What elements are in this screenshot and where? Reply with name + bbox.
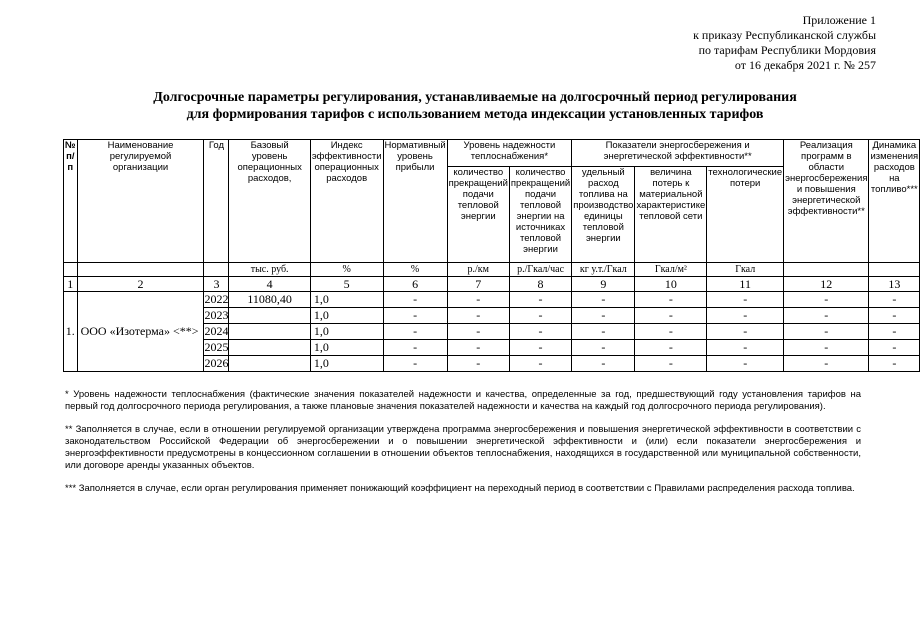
appendix-block [693,13,876,73]
org-name: ООО «Изотерма» <**> [77,292,204,372]
cell-loss-material: - [635,292,707,308]
header-reliability-group: Уровень надежности теплоснабжения* [447,140,572,167]
cell-year: 2025 [204,340,229,354]
column-number: 3 [204,277,229,292]
table-row [64,292,920,308]
cell-base [229,356,310,372]
cell-specific-fuel: - [572,340,635,356]
header-num: № п/п [64,140,78,263]
column-number: 4 [229,277,310,292]
cell-programs: - [784,340,869,356]
cell-outages: - [447,292,509,308]
unit-cell-empty [784,263,869,277]
cell-fuel-dynamics: - [869,356,920,372]
document-title [60,89,890,123]
cell-profit: - [383,308,447,324]
cell-loss-material: - [635,308,707,324]
cell-outages: - [447,324,509,340]
column-number: 12 [784,277,869,292]
cell-fuel-dynamics: - [869,340,920,356]
unit-profit: % [383,263,447,277]
cell-sources: - [509,356,571,372]
cell-sources: - [509,340,571,356]
unit-cell-empty [204,263,229,277]
cell-profit: - [383,340,447,356]
cell-base: 11080,40 [229,292,310,308]
column-number: 5 [310,277,383,292]
header-loss-material: величина потерь к материальной характеристике тепловой сети [635,167,707,263]
header-specific-fuel: удельный расход топлива на производство единицы тепловой энергии [572,167,635,263]
header-efficiency-index: Индекс эффективности операционных расходов [310,140,383,263]
column-number: 1 [64,277,78,292]
column-number: 13 [869,277,920,292]
cell-outages: - [447,308,509,324]
cell-year: 2024 [204,324,229,338]
cell-index: 1,0 [310,324,383,340]
cell-specific-fuel: - [572,356,635,372]
cell-tech-loss: - [707,308,784,324]
unit-sources: р./Гкал/час [509,263,571,277]
column-number: 7 [447,277,509,292]
appendix-line-1: Приложение 1 [802,13,876,27]
header-energy-group: Показатели энергосбережения и энергетической эффективности** [572,140,784,167]
footnote-reliability: * Уровень надежности теплоснабжения (фактические значения показателей надежности и качества, определенные за год, предшествующий году установления тарифов на первый год долгосрочного периода регулирования, а также плановые значения показателей надежности и качества на каждый год долгосрочного периода регулирования). [65,389,861,412]
header-tech-loss: технологические потери [707,167,784,263]
cell-fuel-dynamics: - [869,308,920,324]
unit-outages: р./км [447,263,509,277]
cell-specific-fuel: - [572,324,635,340]
cell-programs: - [784,324,869,340]
cell-base [229,308,310,324]
header-year: Год [204,140,229,263]
unit-index: % [310,263,383,277]
cell-programs: - [784,356,869,372]
cell-base [229,324,310,340]
cell-tech-loss: - [707,356,784,372]
cell-fuel-dynamics: - [869,292,920,308]
header-profit: Нормативный уровень прибыли [383,140,447,263]
header-fuel-dynamics: Динамика изменения расходов на топливо*** [869,140,920,263]
cell-sources: - [509,308,571,324]
cell-outages: - [447,356,509,372]
header-programs: Реализация программ в области энергосбережения и повышения энергетической эффективности** [784,140,869,263]
parameters-table [63,139,920,372]
header-reliability-sources: количество прекращений подачи тепловой энергии на источниках тепловой энергии [509,167,571,263]
cell-programs: - [784,308,869,324]
cell-sources: - [509,324,571,340]
unit-cell-empty [77,263,204,277]
cell-loss-material: - [635,356,707,372]
cell-base [229,340,310,356]
unit-tech-loss: Гкал [707,263,784,277]
cell-index: 1,0 [310,308,383,324]
unit-base: тыс. руб. [229,263,310,277]
cell-year: 2026 [204,356,229,370]
title-line-2: для формирования тарифов с использованием метода индексации установленных тарифов [186,107,764,122]
cell-fuel-dynamics: - [869,324,920,340]
cell-sources: - [509,292,571,308]
cell-profit: - [383,356,447,372]
cell-loss-material: - [635,340,707,356]
cell-tech-loss: - [707,340,784,356]
cell-index: 1,0 [310,340,383,356]
cell-profit: - [383,324,447,340]
appendix-line-4: от 16 декабря 2021 г. № 257 [734,58,876,72]
footnotes [65,389,861,506]
unit-loss-material: Гкал/м² [635,263,707,277]
cell-specific-fuel: - [572,308,635,324]
cell-index: 1,0 [310,292,383,308]
header-reliability-outages: количество прекращений подачи тепловой энергии [447,167,509,263]
cell-tech-loss: - [707,324,784,340]
column-number: 8 [509,277,571,292]
footnote-energy-saving: ** Заполняется в случае, если в отношении регулируемой организации утверждена программа энергосбережения и повышения энергетической эффективности в соответствии с законодательством Российской Федерации об энергосбережении и о повышении энергетической эффективности и (или) если показатели энергосбережения и энергоэффективности предусмотрены в концессионном соглашении в отношении объектов теплоснабжения, находящихся в государственной или муниципальной собственности, или договоре аренды указанных объектов. [65,424,861,471]
cell-specific-fuel: - [572,292,635,308]
cell-outages: - [447,340,509,356]
column-number: 6 [383,277,447,292]
cell-programs: - [784,292,869,308]
column-number: 10 [635,277,707,292]
cell-year: 2023 [204,308,229,322]
appendix-line-2: к приказу Республиканской службы [693,28,876,42]
column-number: 9 [572,277,635,292]
cell-tech-loss: - [707,292,784,308]
header-organization: Наименование регулируемой организации [77,140,204,263]
unit-cell-empty [64,263,78,277]
title-line-1: Долгосрочные параметры регулирования, устанавливаемые на долгосрочный период регулирования [153,90,797,105]
footnote-fuel: *** Заполняется в случае, если орган регулирования применяет понижающий коэффициент на переходный период в соответствии с Правилами распределения расхода топлива. [65,483,855,494]
cell-loss-material: - [635,324,707,340]
org-number: 1. [64,292,78,372]
column-number: 11 [707,277,784,292]
cell-profit: - [383,292,447,308]
unit-specific-fuel: кг у.т./Гкал [572,263,635,277]
cell-year: 2022 [204,292,229,306]
column-number: 2 [77,277,204,292]
cell-index: 1,0 [310,356,383,372]
header-base-expenses: Базовый уровень операционных расходов, [229,140,310,263]
appendix-line-3: по тарифам Республики Мордовия [698,43,876,57]
unit-cell-empty [869,263,920,277]
